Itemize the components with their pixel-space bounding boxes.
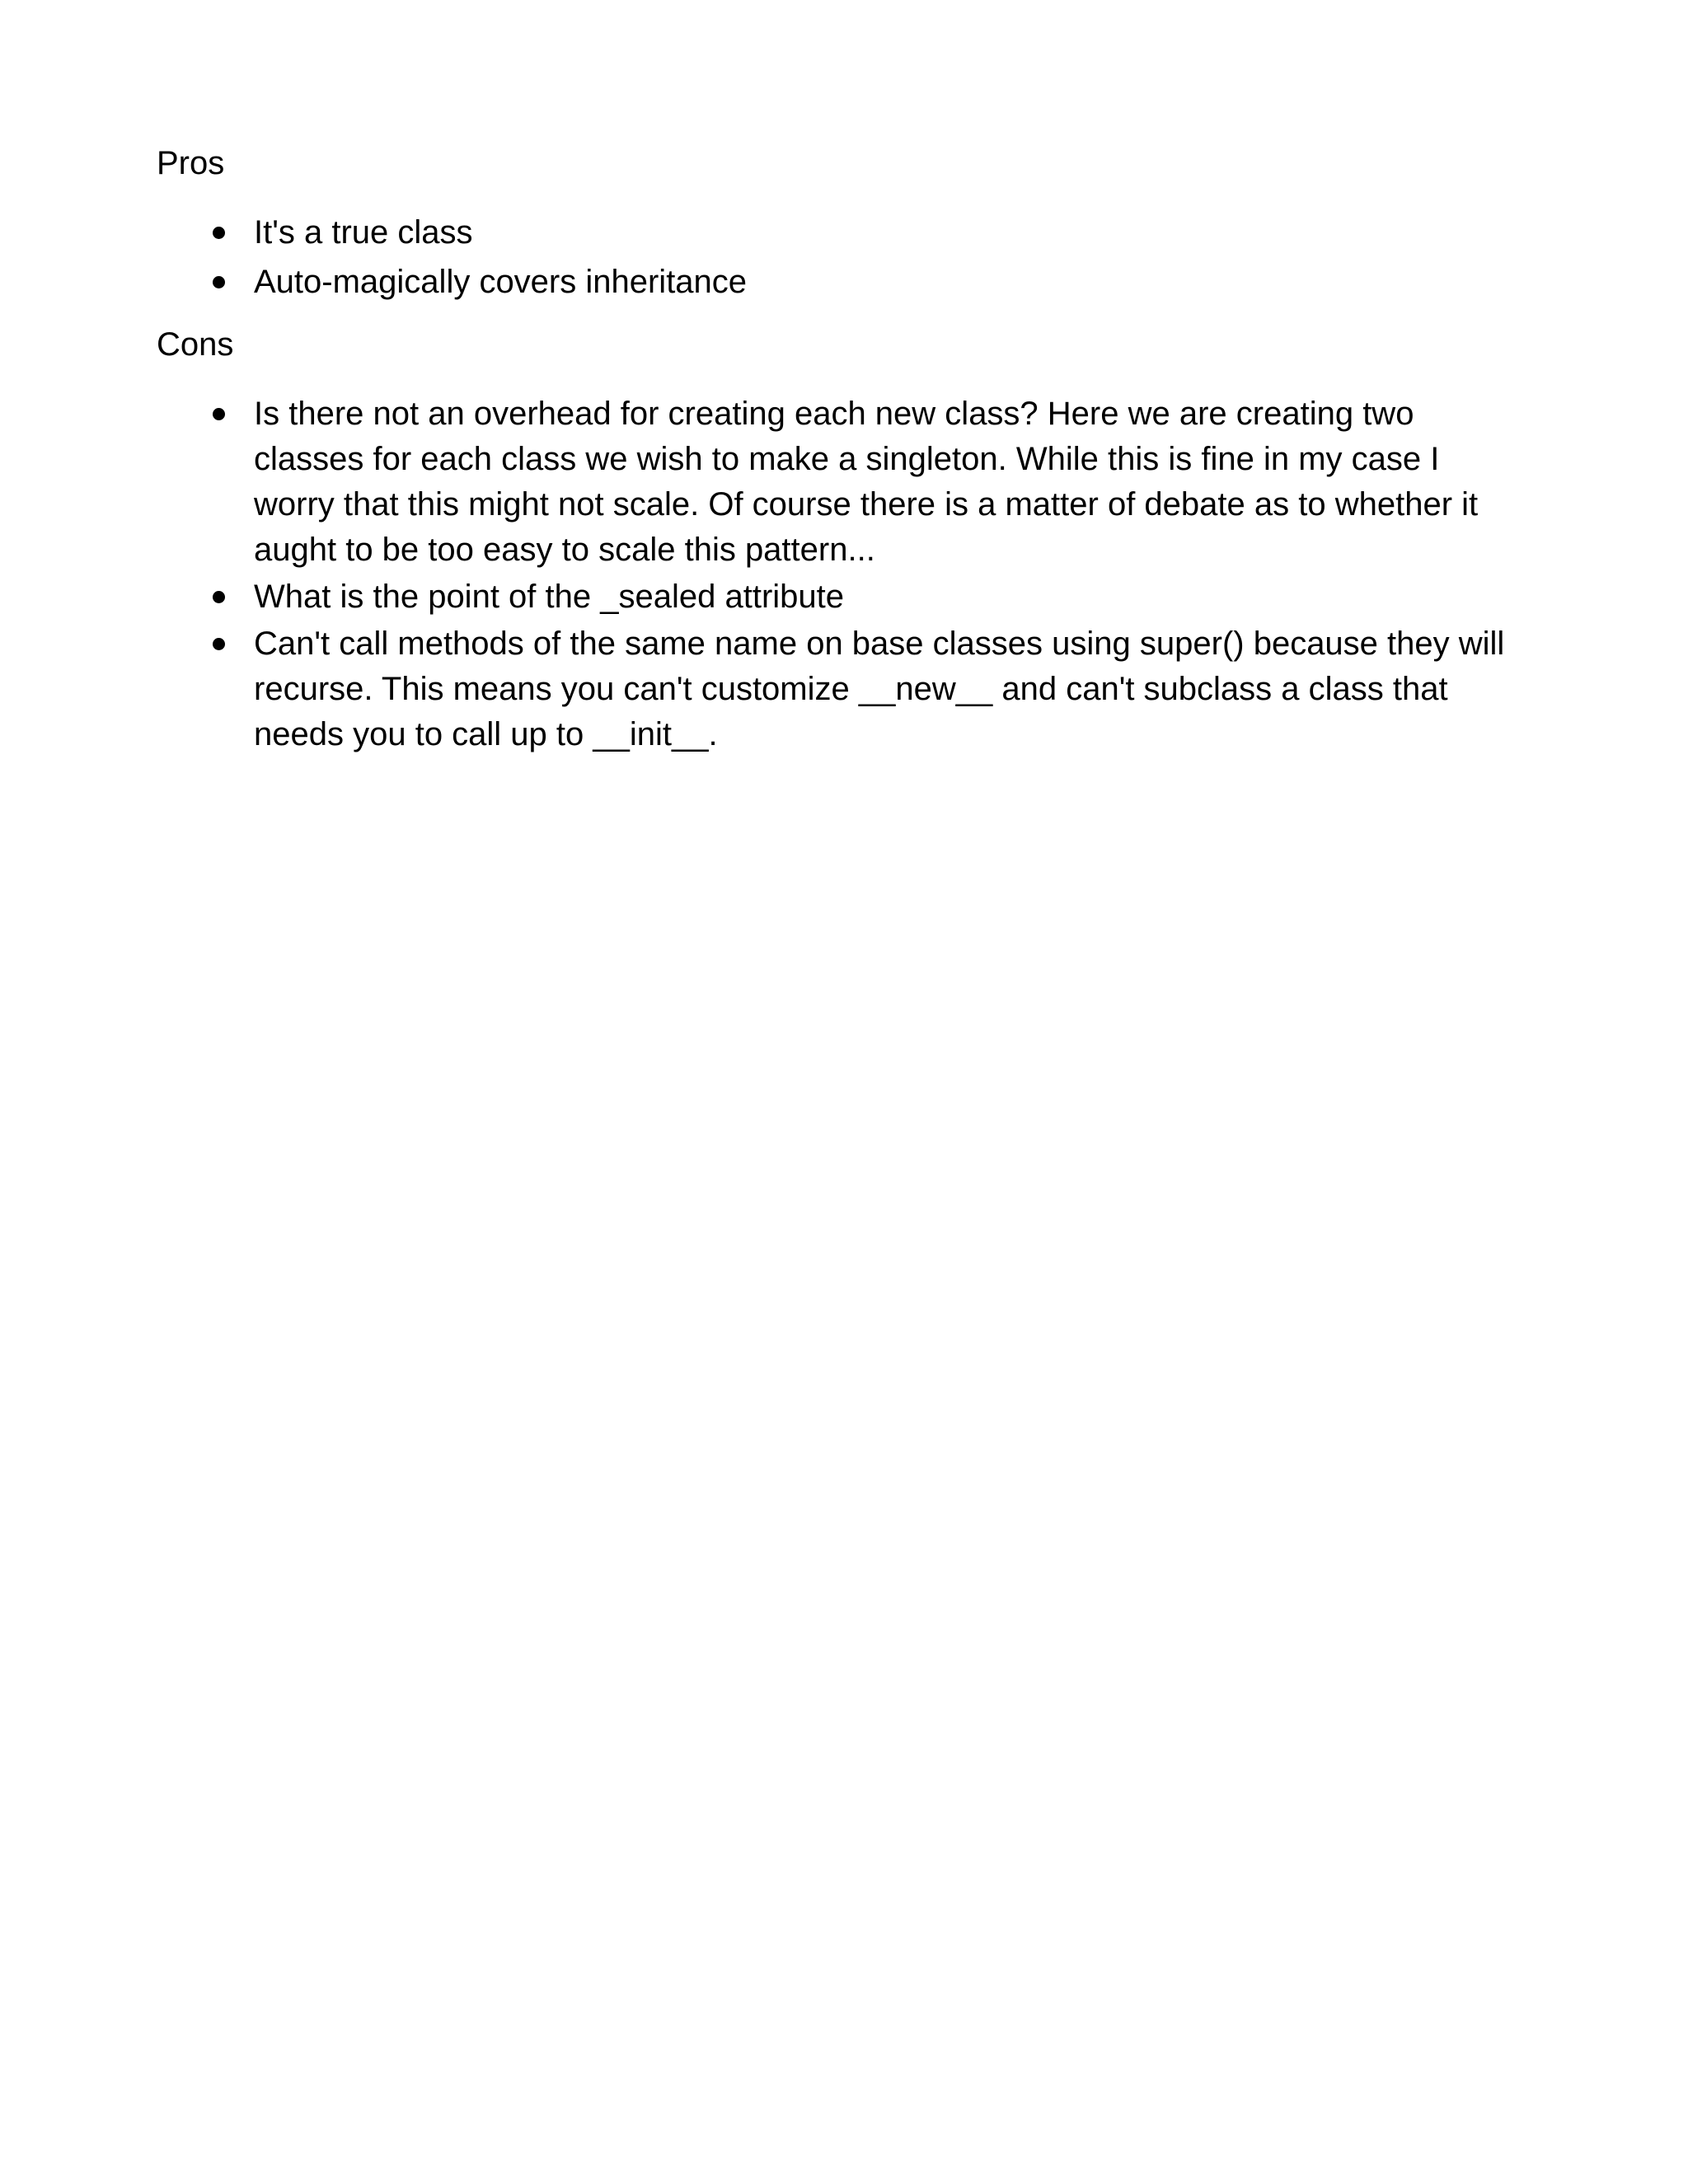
bullet-icon bbox=[213, 638, 225, 650]
list-item bbox=[0, 391, 1523, 573]
list-item bbox=[0, 210, 1523, 255]
list-item-text: What is the point of the _sealed attribute bbox=[254, 579, 844, 615]
list-item bbox=[0, 621, 1523, 757]
list-item-text: It's a true class bbox=[254, 214, 473, 251]
pros-list bbox=[0, 210, 1523, 309]
bullet-icon bbox=[213, 276, 225, 288]
cons-list bbox=[0, 391, 1523, 759]
bullet-icon bbox=[213, 591, 225, 603]
list-item bbox=[0, 260, 1523, 305]
list-item bbox=[0, 574, 1523, 620]
cons-heading: Cons bbox=[157, 326, 234, 363]
pros-heading: Pros bbox=[157, 145, 225, 181]
bullet-icon bbox=[213, 227, 225, 239]
list-item-text: Is there not an overhead for creating each new class? Here we are creating two classes for each class we wish to make a singleton. While this is fine in my case I worry that this might not scale. Of course there is a matter of debate as to whether it aught to be too easy to scale this pattern... bbox=[254, 396, 1479, 568]
bullet-icon bbox=[213, 408, 225, 420]
list-item-text: Can't call methods of the same name on base classes using super() because they will recurse. This means you can't customize __new__ and can't subclass a class that needs you to call up to __init__. bbox=[254, 626, 1505, 752]
list-item-text: Auto-magically covers inheritance bbox=[254, 264, 748, 300]
